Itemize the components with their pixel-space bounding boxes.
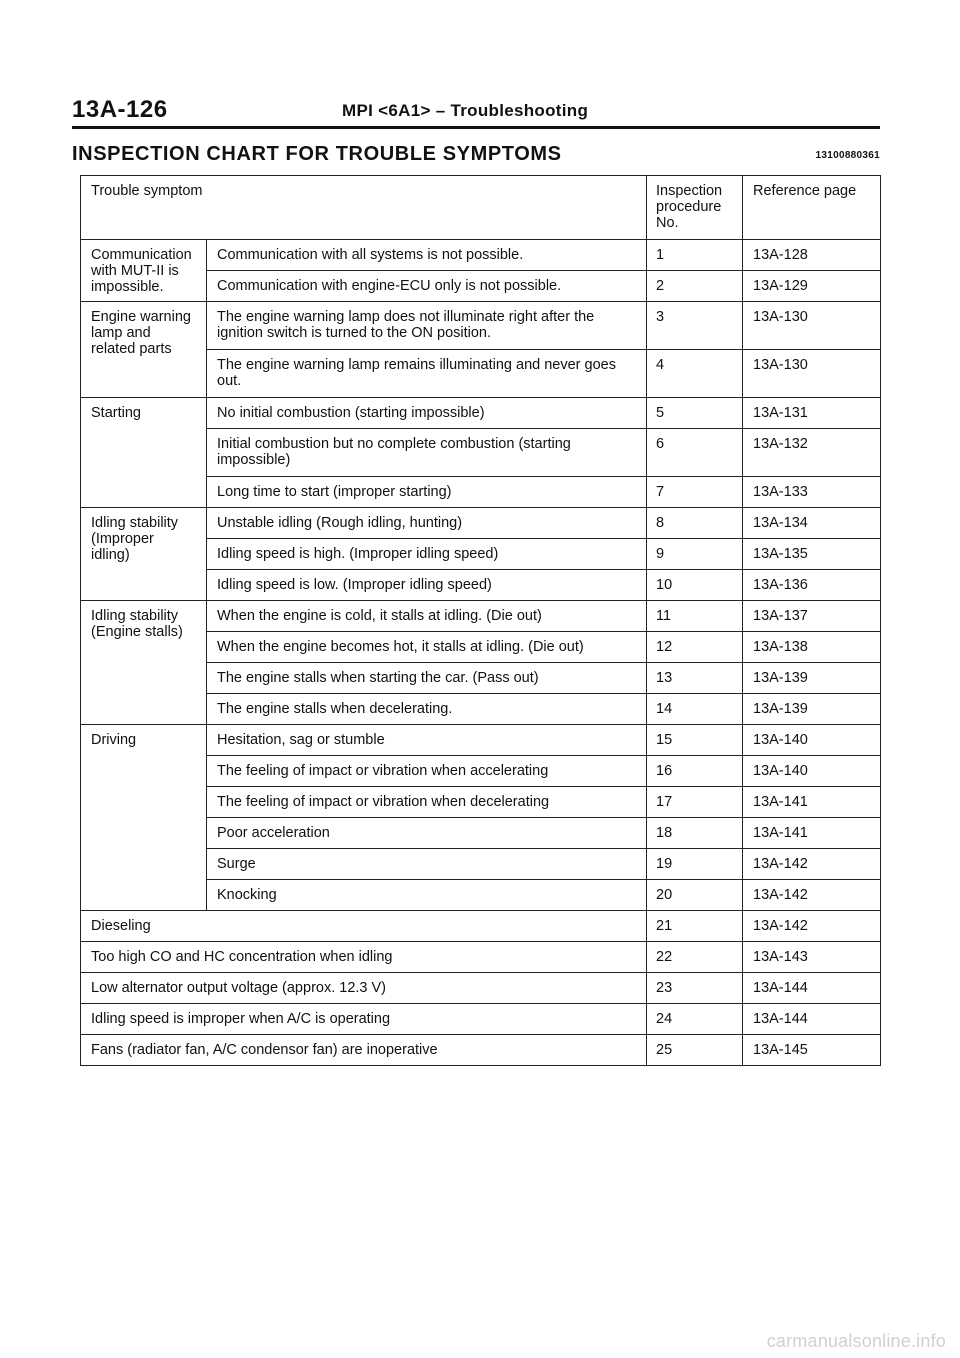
procedure-cell: 16 [647,756,743,787]
reference-cell: 13A-145 [743,1035,881,1066]
table-row [81,240,881,271]
symptom-cell: No initial combustion (starting impossible) [207,398,647,429]
category-cell: Engine warning lamp and related parts [81,302,207,398]
reference-cell: 13A-144 [743,973,881,1004]
page-number: 13A-126 [72,96,168,123]
reference-cell: 13A-140 [743,756,881,787]
symptom-cell: Poor acceleration [207,818,647,849]
symptom-cell: Unstable idling (Rough idling, hunting) [207,508,647,539]
table-row [81,398,881,429]
procedure-cell: 20 [647,880,743,911]
symptom-cell: The engine stalls when starting the car. (Pass out) [207,663,647,694]
header-inspection-procedure: Inspection procedure No. [647,176,743,240]
symptom-cell: Knocking [207,880,647,911]
header-reference-page: Reference page [743,176,881,240]
reference-cell: 13A-135 [743,539,881,570]
reference-cell: 13A-136 [743,570,881,601]
procedure-cell: 2 [647,271,743,302]
reference-cell: 13A-142 [743,849,881,880]
procedure-cell: 7 [647,477,743,508]
symptom-cell: Communication with engine-ECU only is not possible. [207,271,647,302]
symptom-cell: The engine stalls when decelerating. [207,694,647,725]
document-id: 13100880361 [815,150,880,161]
procedure-cell: 10 [647,570,743,601]
table-header-row [81,176,881,240]
reference-cell: 13A-141 [743,818,881,849]
procedure-cell: 1 [647,240,743,271]
table-row [81,725,881,756]
reference-cell: 13A-133 [743,477,881,508]
symptom-cell: The engine warning lamp remains illuminating and never goes out. [207,350,647,398]
reference-cell: 13A-143 [743,942,881,973]
symptom-cell: Too high CO and HC concentration when idling [81,942,647,973]
symptom-cell: The feeling of impact or vibration when decelerating [207,787,647,818]
table-row [81,302,881,350]
trouble-symptom-table [80,175,881,1066]
reference-cell: 13A-130 [743,302,881,350]
procedure-cell: 23 [647,973,743,1004]
table-row [81,973,881,1004]
reference-cell: 13A-128 [743,240,881,271]
symptom-cell: Hesitation, sag or stumble [207,725,647,756]
symptom-cell: Idling speed is low. (Improper idling speed) [207,570,647,601]
reference-cell: 13A-142 [743,911,881,942]
symptom-cell: Initial combustion but no complete combustion (starting impossible) [207,429,647,477]
symptom-cell: Dieseling [81,911,647,942]
symptom-cell: Idling speed is improper when A/C is operating [81,1004,647,1035]
category-cell: Communication with MUT-II is impossible. [81,240,207,302]
symptom-cell: When the engine becomes hot, it stalls at idling. (Die out) [207,632,647,663]
symptom-cell: The feeling of impact or vibration when accelerating [207,756,647,787]
procedure-cell: 14 [647,694,743,725]
procedure-cell: 22 [647,942,743,973]
symptom-cell: When the engine is cold, it stalls at idling. (Die out) [207,601,647,632]
table-row [81,942,881,973]
symptom-cell: The engine warning lamp does not illuminate right after the ignition switch is turned to the ON position. [207,302,647,350]
table-row [81,1004,881,1035]
symptom-cell: Long time to start (improper starting) [207,477,647,508]
procedure-cell: 8 [647,508,743,539]
procedure-cell: 9 [647,539,743,570]
symptom-cell: Communication with all systems is not possible. [207,240,647,271]
reference-cell: 13A-132 [743,429,881,477]
page-header [72,92,880,129]
procedure-cell: 6 [647,429,743,477]
reference-cell: 13A-130 [743,350,881,398]
procedure-cell: 12 [647,632,743,663]
symptom-cell: Fans (radiator fan, A/C condensor fan) are inoperative [81,1035,647,1066]
reference-cell: 13A-144 [743,1004,881,1035]
table-row [81,1035,881,1066]
symptom-cell: Idling speed is high. (Improper idling speed) [207,539,647,570]
procedure-cell: 3 [647,302,743,350]
category-cell: Idling stability (Engine stalls) [81,601,207,725]
category-cell: Driving [81,725,207,911]
reference-cell: 13A-139 [743,694,881,725]
procedure-cell: 25 [647,1035,743,1066]
section-title: MPI <6A1> – Troubleshooting [342,101,589,120]
category-cell: Idling stability (Improper idling) [81,508,207,601]
procedure-cell: 11 [647,601,743,632]
category-cell: Starting [81,398,207,508]
reference-cell: 13A-141 [743,787,881,818]
chart-title: INSPECTION CHART FOR TROUBLE SYMPTOMS [72,143,562,165]
reference-cell: 13A-129 [743,271,881,302]
procedure-cell: 24 [647,1004,743,1035]
procedure-cell: 21 [647,911,743,942]
procedure-cell: 19 [647,849,743,880]
procedure-cell: 5 [647,398,743,429]
reference-cell: 13A-140 [743,725,881,756]
reference-cell: 13A-138 [743,632,881,663]
procedure-cell: 4 [647,350,743,398]
reference-cell: 13A-139 [743,663,881,694]
watermark-text: carmanualsonline.info [766,1331,946,1351]
symptom-cell: Low alternator output voltage (approx. 12.3 V) [81,973,647,1004]
symptom-cell: Surge [207,849,647,880]
procedure-cell: 13 [647,663,743,694]
table-row [81,911,881,942]
table-row [81,508,881,539]
table-row [81,601,881,632]
reference-cell: 13A-142 [743,880,881,911]
header-trouble-symptom: Trouble symptom [81,176,647,240]
procedure-cell: 17 [647,787,743,818]
reference-cell: 13A-137 [743,601,881,632]
reference-cell: 13A-131 [743,398,881,429]
reference-cell: 13A-134 [743,508,881,539]
procedure-cell: 15 [647,725,743,756]
procedure-cell: 18 [647,818,743,849]
